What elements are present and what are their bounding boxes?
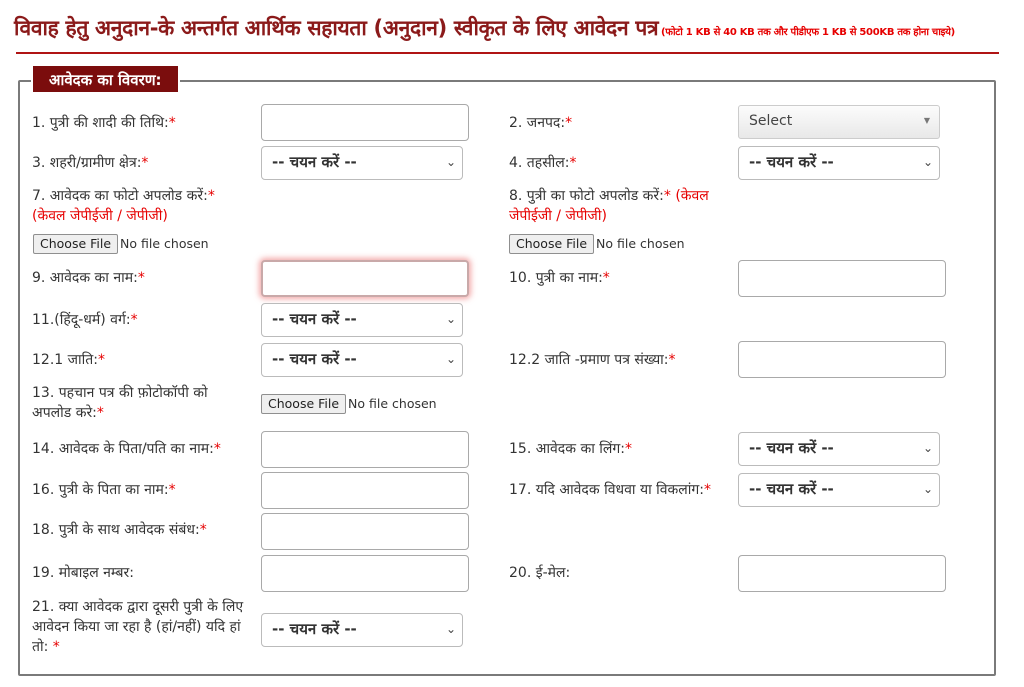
choose-file-button[interactable]: Choose File xyxy=(509,234,594,254)
applicant-photo-upload[interactable] xyxy=(33,234,209,254)
label-widow-disabled: 17. यदि आवेदक विधवा या विकलांग:* xyxy=(509,482,712,498)
label-district: 2. जनपद:* xyxy=(509,115,573,131)
applicant-name-input[interactable] xyxy=(261,260,469,297)
label-applicant-name: 9. आवेदक का नाम:* xyxy=(32,270,145,286)
gender-select[interactable]: -- चयन करें -- ⌄ xyxy=(738,432,940,466)
label-daughter-name: 10. पुत्री का नाम:* xyxy=(509,270,610,286)
chevron-down-icon: ⌄ xyxy=(445,155,456,169)
label-mobile: 19. मोबाइल नम्बर: xyxy=(32,565,134,581)
file-status: No file chosen xyxy=(596,236,685,251)
section-legend: आवेदक का विवरण: xyxy=(31,64,180,94)
label-tehsil: 4. तहसील:* xyxy=(509,155,577,171)
label-relation: 18. पुत्री के साथ आवेदक संबंध:* xyxy=(32,522,207,538)
chevron-down-icon: ⌄ xyxy=(922,155,933,169)
daughter-photo-upload[interactable] xyxy=(509,234,685,254)
category-select[interactable]: -- चयन करें -- ⌄ xyxy=(261,303,463,337)
caste-certificate-number-input[interactable] xyxy=(738,341,946,378)
daughter-father-name-input[interactable] xyxy=(261,472,469,509)
email-input[interactable] xyxy=(738,555,946,592)
page-title: विवाह हेतु अनुदान-के अन्तर्गत आर्थिक सहायता (अनुदान) स्वीकृत के लिए आवेदन पत्र xyxy=(14,16,659,40)
label-marriage-date: 1. पुत्री की शादी की तिथि:* xyxy=(32,115,176,131)
upload-size-note: (फोटो 1 KB से 40 KB तक और पीडीएफ 1 KB से 500KB तक होना चाइये) xyxy=(661,27,955,38)
file-status: No file chosen xyxy=(120,236,209,251)
second-daughter-select[interactable]: -- चयन करें -- ⌄ xyxy=(261,613,463,647)
relation-input[interactable] xyxy=(261,513,469,550)
label-gender: 15. आवेदक का लिंग:* xyxy=(509,441,632,457)
chevron-down-icon: ⌄ xyxy=(445,622,456,636)
tehsil-select[interactable]: -- चयन करें -- ⌄ xyxy=(738,146,940,180)
title-divider xyxy=(16,52,999,54)
choose-file-button[interactable]: Choose File xyxy=(261,394,346,414)
file-status: No file chosen xyxy=(348,396,437,411)
chevron-down-icon: ⌄ xyxy=(445,352,456,366)
caret-down-icon: ▼ xyxy=(923,116,930,125)
widow-disabled-select[interactable]: -- चयन करें -- ⌄ xyxy=(738,473,940,507)
label-daughter-father-name: 16. पुत्री के पिता का नाम:* xyxy=(32,482,176,498)
area-type-select[interactable]: -- चयन करें -- ⌄ xyxy=(261,146,463,180)
label-second-daughter: 21. क्या आवेदक द्वारा दूसरी पुत्री के लिए आवेदन किया जा रहा है (हां/नहीं) यदि हां तो: * xyxy=(32,599,244,655)
chevron-down-icon: ⌄ xyxy=(922,482,933,496)
label-category: 11.(हिंदू-धर्म) वर्ग:* xyxy=(32,312,138,328)
mobile-input[interactable] xyxy=(261,555,469,592)
label-father-husband-name: 14. आवेदक के पिता/पति का नाम:* xyxy=(32,441,221,457)
district-select[interactable]: Select ▼ xyxy=(738,105,940,139)
label-email: 20. ई-मेल: xyxy=(509,565,571,581)
label-caste: 12.1 जाति:* xyxy=(32,352,105,368)
id-proof-upload[interactable] xyxy=(261,394,437,414)
chevron-down-icon: ⌄ xyxy=(445,312,456,326)
caste-select[interactable]: -- चयन करें -- ⌄ xyxy=(261,343,463,377)
daughter-name-input[interactable] xyxy=(738,260,946,297)
label-area-type: 3. शहरी/ग्रामीण क्षेत्र:* xyxy=(32,155,149,171)
choose-file-button[interactable]: Choose File xyxy=(33,234,118,254)
label-daughter-photo: 8. पुत्री का फोटो अपलोड करें:* (केवल जेपीईजी / जेपीजी) xyxy=(509,188,709,224)
marriage-date-input[interactable] xyxy=(261,104,469,141)
label-caste-certificate-number: 12.2 जाति -प्रमाण पत्र संख्या:* xyxy=(509,352,676,368)
label-id-proof: 13. पहचान पत्र की फ़ोटोकॉपी को अपलोड करे:* xyxy=(32,385,208,421)
father-husband-name-input[interactable] xyxy=(261,431,469,468)
chevron-down-icon: ⌄ xyxy=(922,441,933,455)
label-applicant-photo: 7. आवेदक का फोटो अपलोड करें:* (केवल जेपीईजी / जेपीजी) xyxy=(32,188,215,224)
